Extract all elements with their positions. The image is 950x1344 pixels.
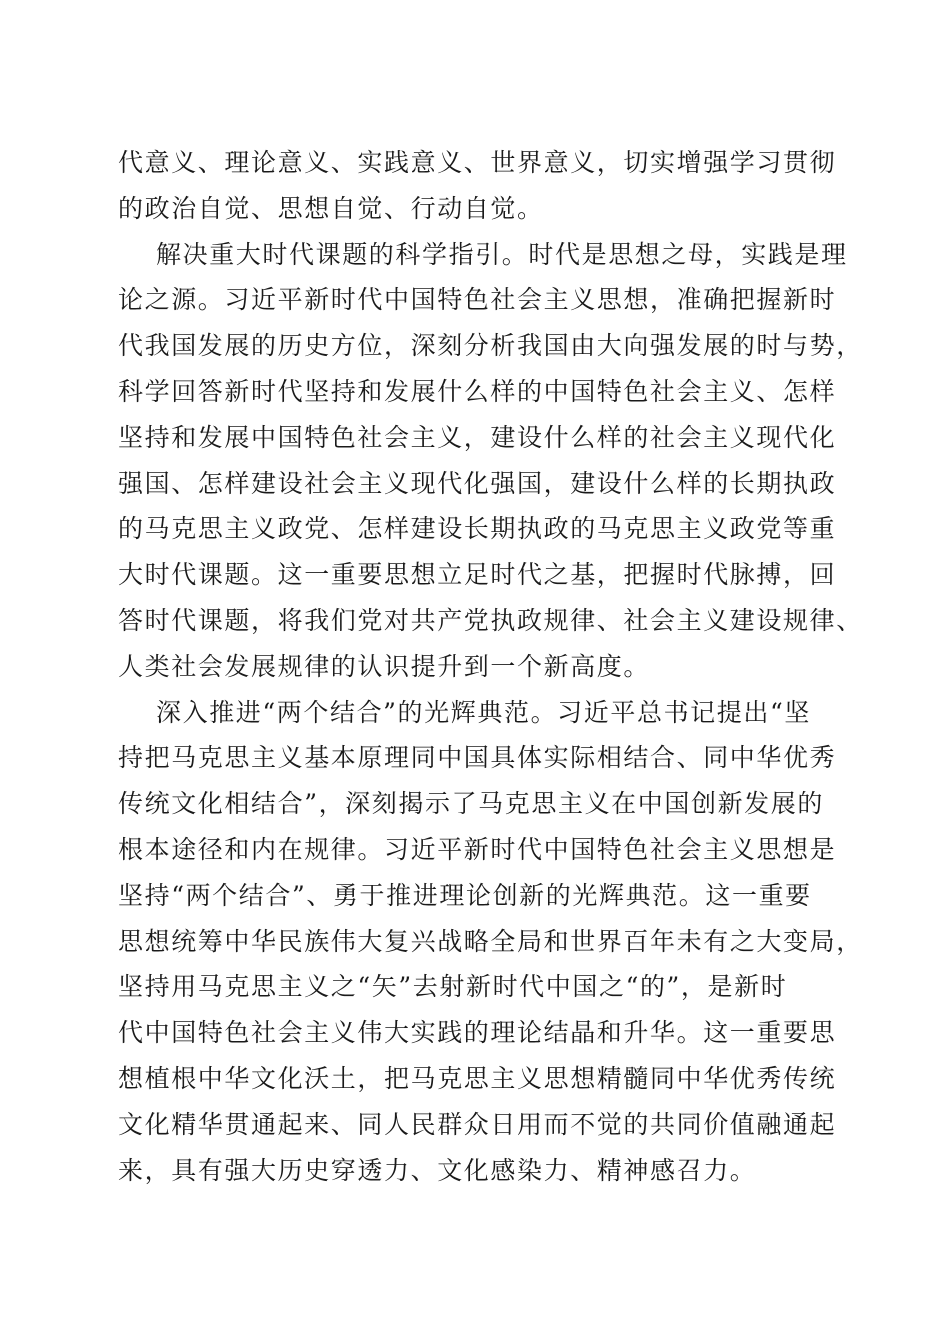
text-line: 深入推进“两个结合”的光辉典范。习近平总书记提出“坚 [156,697,811,727]
text-line: 代中国特色社会主义伟大实践的理论结晶和升华。这一重要思 [118,1018,837,1048]
text-line: 的政治自觉、思想自觉、行动自觉。 [118,193,544,223]
paragraph-scientific-guidance [118,232,863,690]
text-line: 来，具有强大历史穿透力、文化感染力、精神感召力。 [118,1155,757,1185]
text-line: 坚持“两个结合”、勇于推进理论创新的光辉典范。这一重要 [118,880,812,910]
text-line: 论之源。习近平新时代中国特色社会主义思想，准确把握新时 [118,285,837,315]
text-line: 思想统筹中华民族伟大复兴战略全局和世界百年未有之大变局， [118,926,863,956]
text-line: 根本途径和内在规律。习近平新时代中国特色社会主义思想是 [118,834,837,864]
text-line: 人类社会发展规律的认识提升到一个新高度。 [118,651,651,681]
text-line: 解决重大时代课题的科学指引。时代是思想之母，实践是理 [156,239,848,269]
text-line: 强国、怎样建设社会主义现代化强国，建设什么样的长期执政 [118,468,837,498]
text-line: 大时代课题。这一重要思想立足时代之基，把握时代脉搏，回 [118,560,837,590]
text-line: 代我国发展的历史方位，深刻分析我国由大向强发展的时与势， [118,331,863,361]
text-line: 答时代课题，将我们党对共产党执政规律、社会主义建设规律、 [118,605,863,635]
text-line: 代意义、理论意义、实践意义、世界意义，切实增强学习贯彻 [118,148,837,177]
text-line: 想植根中华文化沃土，把马克思主义思想精髓同中华优秀传统 [118,1063,837,1093]
document-body [118,140,863,1193]
paragraph-two-integrations [118,690,863,1194]
text-line: 持把马克思主义基本原理同中国具体实际相结合、同中华优秀 [118,743,837,773]
text-line: 的马克思主义政党、怎样建设长期执政的马克思主义政党等重 [118,514,837,544]
text-line: 文化精华贯通起来、同人民群众日用而不觉的共同价值融通起 [118,1109,837,1139]
text-line: 坚持和发展中国特色社会主义，建设什么样的社会主义现代化 [118,422,837,452]
paragraph-continuation [118,140,838,232]
text-line: 传统文化相结合”，深刻揭示了马克思主义在中国创新发展的 [118,789,824,819]
text-line: 坚持用马克思主义之“矢”去射新时代中国之“的”，是新时 [118,972,788,1002]
text-line: 科学回答新时代坚持和发展什么样的中国特色社会主义、怎样 [118,376,837,406]
